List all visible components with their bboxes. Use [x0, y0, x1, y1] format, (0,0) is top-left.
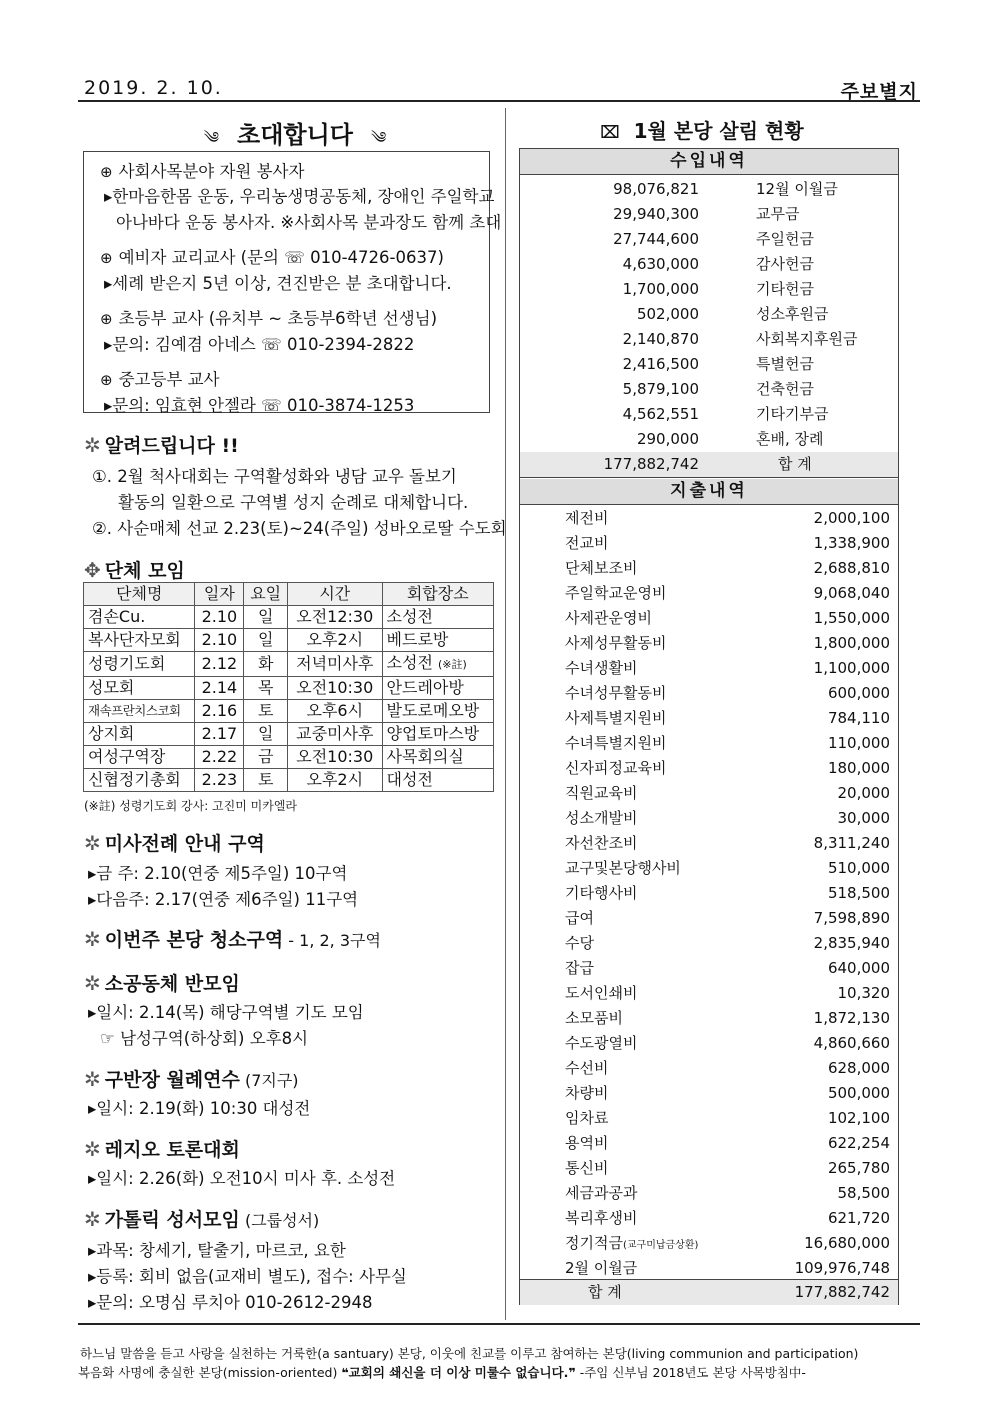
column-header: 일자 — [195, 583, 244, 606]
legio-title: ✲ 레지오 토론대회 — [84, 1137, 240, 1161]
expense-amount: 10,320 — [837, 984, 890, 1002]
expense-amount: 2,000,100 — [813, 509, 890, 527]
expense-label: 직원교육비 — [565, 784, 638, 802]
expense-row — [520, 831, 898, 856]
expense-row — [520, 1031, 898, 1056]
cross-icon: ⊕ — [100, 249, 113, 267]
column-header: 단체명 — [84, 583, 195, 606]
expense-amount: 9,068,040 — [813, 584, 890, 602]
expense-amount: 510,000 — [827, 859, 890, 877]
invite-box — [83, 151, 502, 415]
expense-row — [520, 681, 898, 706]
footer-motto-line1: 하느님 말씀을 듣고 사랑을 실천하는 거룩한(a santuary) 본당, 이웃에 친교를 이루고 참여하는 본당(living communion and participation) — [80, 1346, 859, 1361]
expense-label: 잡급 — [565, 959, 594, 977]
expense-label: 교구및본당행사비 — [565, 859, 681, 877]
income-amount: 502,000 — [636, 305, 699, 323]
income-row — [520, 377, 898, 402]
income-row — [520, 302, 898, 327]
expense-row — [520, 581, 898, 606]
expense-label: 수녀생활비 — [565, 659, 638, 677]
income-amount: 1,700,000 — [622, 280, 699, 298]
expense-label: 사제관운영비 — [565, 609, 652, 627]
income-label: 특별헌금 — [756, 355, 814, 373]
bible-line: ▸과목: 창세기, 탈출기, 마르코, 요한 — [88, 1241, 346, 1260]
invite-item-title: ⊕ 사회사목분야 자원 봉사자 — [100, 162, 305, 181]
income-total-row: 177,882,742 합 계 — [520, 452, 898, 478]
income-row — [520, 327, 898, 352]
income-label: 건축헌금 — [756, 380, 814, 398]
expense-row — [520, 881, 898, 906]
income-label: 감사헌금 — [756, 255, 814, 273]
column-header: 시간 — [288, 583, 383, 606]
invite-item-line: ▸한마음한몸 운동, 우리농생명공동체, 장애인 주일학교 — [104, 187, 495, 206]
footer-quote: ❝교회의 쇄신을 더 이상 미룰수 없습니다.❞ — [341, 1365, 576, 1380]
expense-row — [520, 1081, 898, 1106]
expense-label: 기타행사비 — [565, 884, 638, 902]
expense-amount: 1,100,000 — [813, 659, 890, 677]
finance-title: ⌧ 1월 본당 살림 현황 — [600, 119, 804, 143]
header-divider — [78, 100, 920, 102]
expense-amount: 1,872,130 — [813, 1009, 890, 1027]
groups-table — [83, 582, 494, 792]
expense-label: 수당 — [565, 934, 594, 952]
expense-label: 급여 — [565, 909, 594, 927]
income-label: 주일헌금 — [756, 230, 814, 248]
income-label: 혼배, 장례 — [756, 430, 824, 448]
expense-row — [520, 706, 898, 731]
expense-note: (교구미납금상환) — [622, 1240, 699, 1251]
income-row — [520, 227, 898, 252]
expense-row — [520, 756, 898, 781]
expense-label: 신자피정교육비 — [565, 759, 667, 777]
invite-item-line: 아나바다 운동 봉사자. ※사회사목 분과장도 함께 초대 — [116, 213, 502, 232]
expense-label: 임차료 — [565, 1109, 609, 1127]
expense-row — [520, 1131, 898, 1156]
table-row: 상지회 2.17 일 교중미사후 양업토마스방 — [84, 723, 494, 746]
expense-row — [520, 856, 898, 881]
ornament-right-icon: ༄ — [370, 128, 387, 147]
expense-amount: 30,000 — [837, 809, 890, 827]
expense-label: 성소개발비 — [565, 809, 638, 827]
table-row: 복사단자모회 2.10 일 오후2시 베드로방 — [84, 629, 494, 652]
expense-label: 차량비 — [565, 1084, 609, 1102]
expense-row — [520, 931, 898, 956]
expense-amount: 2,835,940 — [813, 934, 890, 952]
expense-row — [520, 1256, 898, 1281]
expense-amount: 58,500 — [837, 1184, 890, 1202]
expense-amount: 500,000 — [827, 1084, 890, 1102]
expense-label: 수선비 — [565, 1059, 609, 1077]
footer-divider — [78, 1323, 920, 1325]
income-amount: 4,562,551 — [622, 405, 699, 423]
expense-label: 사제특별지원비 — [565, 709, 667, 727]
invite-item-title: ⊕ 초등부 교사 (유치부 ~ 초등부6학년 선생님) — [100, 309, 438, 328]
invite-title-text: 초대합니다 — [237, 121, 353, 149]
income-row — [520, 177, 898, 202]
column-divider — [505, 108, 506, 1320]
ornament-left-icon: ༄ — [203, 128, 220, 147]
cross-icon: ⊕ — [100, 371, 113, 389]
leaders-title: ✲ 구반장 월례연수 (7지구) — [84, 1067, 299, 1091]
expense-row — [520, 956, 898, 981]
bulletin-date: 2019. 2. 10. — [84, 77, 223, 99]
table-row: 신협정기총회 2.23 토 오후2시 대성전 — [84, 769, 494, 792]
expense-amount: 102,100 — [827, 1109, 890, 1127]
footnote-marker: (※註) — [438, 658, 467, 671]
expense-amount: 265,780 — [827, 1159, 890, 1177]
income-label: 사회복지후원금 — [756, 330, 858, 348]
expense-label: 정기적금(교구미납금상환) — [565, 1234, 699, 1252]
invite-item-line: ▸문의: 임효현 안젤라 ☏ 010-3874-1253 — [104, 396, 415, 415]
bible-line: ▸등록: 회비 없음(교재비 별도), 접수: 사무실 — [88, 1267, 407, 1286]
expense-row — [520, 1181, 898, 1206]
mass-line: ▸금 주: 2.10(연중 제5주일) 10구역 — [88, 864, 348, 883]
income-amount: 290,000 — [636, 430, 699, 448]
expense-label: 세금과공과 — [565, 1184, 638, 1202]
invite-item-title: ⊕ 중고등부 교사 — [100, 370, 220, 389]
expense-amount: 109,976,748 — [794, 1259, 890, 1277]
invite-item-line: ▸문의: 김예겸 아네스 ☏ 010-2394-2822 — [104, 335, 415, 354]
small-group-line: ▸일시: 2.14(목) 해당구역별 기도 모임 — [88, 1003, 364, 1022]
notice-title: ✲ 알려드립니다 !! — [84, 433, 239, 457]
expense-row — [520, 556, 898, 581]
expense-row — [520, 531, 898, 556]
expense-amount: 600,000 — [827, 684, 890, 702]
expense-amount: 4,860,660 — [813, 1034, 890, 1052]
income-amount: 98,076,821 — [613, 180, 699, 198]
groups-footnote: (※註) 성령기도회 강사: 고진미 미카엘라 — [84, 799, 298, 813]
asterism-icon: ✲ — [84, 433, 101, 457]
leaders-line: ▸일시: 2.19(화) 10:30 대성전 — [88, 1099, 311, 1118]
footer-motto-line2: 복음화 사명에 충실한 본당(mission-oriented) ❝교회의 쇄신을 더 이상 미룰수 없습니다.❞ -주임 신부님 2018년도 본당 사목방침中- — [78, 1365, 806, 1380]
income-row — [520, 202, 898, 227]
clover-icon: ⌧ — [600, 123, 620, 143]
expense-label: 주일학교운영비 — [565, 584, 667, 602]
expense-row — [520, 1056, 898, 1081]
expense-label: 수도광열비 — [565, 1034, 638, 1052]
bible-line: ▸문의: 오명심 루치아 010-2612-2948 — [88, 1293, 373, 1312]
column-header: 요일 — [244, 583, 288, 606]
mass-title: ✲ 미사전례 안내 구역 — [84, 831, 265, 855]
expense-row — [520, 906, 898, 931]
expense-row — [520, 631, 898, 656]
expense-row — [520, 1006, 898, 1031]
table-row: 겸손Cu. 2.10 일 오전12:30 소성전 — [84, 606, 494, 629]
income-amount: 2,416,500 — [622, 355, 699, 373]
income-label: 성소후원금 — [756, 305, 829, 323]
asterism-icon: ✲ — [84, 927, 101, 951]
expense-row — [520, 981, 898, 1006]
mass-line: ▸다음주: 2.17(연중 제6주일) 11구역 — [88, 890, 359, 909]
groups-title: ✥ 단체 모임 — [84, 558, 185, 582]
expense-label: 사제성무활동비 — [565, 634, 667, 652]
expense-label: 복리후생비 — [565, 1209, 638, 1227]
expense-label: 수녀성무활동비 — [565, 684, 667, 702]
invite-item-title: ⊕ 예비자 교리교사 (문의 ☏ 010-4726-0637) — [100, 248, 444, 267]
expense-label: 전교비 — [565, 534, 609, 552]
expense-label: 자선찬조비 — [565, 834, 638, 852]
legio-line: ▸일시: 2.26(화) 오전10시 미사 후. 소성전 — [88, 1169, 396, 1188]
expense-row — [520, 806, 898, 831]
asterism-icon: ✲ — [84, 1067, 101, 1091]
expense-row — [520, 1206, 898, 1231]
expense-label: 단체보조비 — [565, 559, 638, 577]
income-label: 교무금 — [756, 205, 800, 223]
expense-label: 용역비 — [565, 1134, 609, 1152]
expense-amount: 1,550,000 — [813, 609, 890, 627]
income-amount: 27,744,600 — [613, 230, 699, 248]
expense-amount: 8,311,240 — [813, 834, 890, 852]
expense-amount: 16,680,000 — [804, 1234, 890, 1252]
income-row — [520, 252, 898, 277]
expense-row — [520, 1156, 898, 1181]
expense-row — [520, 781, 898, 806]
income-row — [520, 427, 898, 452]
expense-label: 도서인쇄비 — [565, 984, 638, 1002]
expense-amount: 2,688,810 — [813, 559, 890, 577]
expense-row — [520, 606, 898, 631]
bulletin-label: 주보별지 — [840, 81, 918, 103]
table-row: 재속프란치스코회 2.16 토 오후6시 발도로메오방 — [84, 700, 494, 723]
table-row: 성령기도회 2.12 화 저녁미사후 소성전 (※註) — [84, 652, 494, 677]
income-amount: 4,630,000 — [622, 255, 699, 273]
invite-item-line: ▸세례 받은지 5년 이상, 견진받은 분 초대합니다. — [104, 274, 452, 293]
expense-label: 통신비 — [565, 1159, 609, 1177]
expense-total-row: 합 계 177,882,742 — [520, 1279, 898, 1305]
expense-label: 제전비 — [565, 509, 609, 527]
expense-header: 지출내역 — [520, 479, 898, 505]
cross-icon: ⊕ — [100, 163, 113, 181]
income-row — [520, 402, 898, 427]
bible-title: ✲ 가톨릭 성서모임 (그룹성서) — [84, 1207, 320, 1231]
expense-label: 수녀특별지원비 — [565, 734, 667, 752]
expense-amount: 784,110 — [827, 709, 890, 727]
expense-amount: 7,598,890 — [813, 909, 890, 927]
expense-amount: 518,500 — [827, 884, 890, 902]
income-amount: 29,940,300 — [613, 205, 699, 223]
expense-amount: 1,800,000 — [813, 634, 890, 652]
expense-amount: 1,338,900 — [813, 534, 890, 552]
income-row — [520, 352, 898, 377]
cleaning-title: ✲ 이번주 본당 청소구역 - 1, 2, 3구역 — [84, 927, 381, 951]
small-group-line: ☞ 남성구역(하상회) 오후8시 — [100, 1029, 309, 1048]
income-label: 12월 이월금 — [756, 180, 838, 198]
asterism-icon: ✲ — [84, 1207, 101, 1231]
expense-amount: 110,000 — [827, 734, 890, 752]
notice-line: 활동의 일환으로 구역별 성지 순례로 대체합니다. — [118, 493, 469, 512]
small-group-title: ✲ 소공동체 반모임 — [84, 971, 240, 995]
income-label: 기타기부금 — [756, 405, 829, 423]
expense-row — [520, 656, 898, 681]
expense-amount: 622,254 — [827, 1134, 890, 1152]
table-header-row — [84, 583, 494, 606]
expense-amount: 628,000 — [827, 1059, 890, 1077]
notice-line: ①. 2월 척사대회는 구역활성화와 냉담 교우 돌보기 — [92, 467, 457, 486]
asterism-icon: ✲ — [84, 971, 101, 995]
expense-amount: 640,000 — [827, 959, 890, 977]
expense-amount: 20,000 — [837, 784, 890, 802]
cross-icon: ⊕ — [100, 310, 113, 328]
income-row — [520, 277, 898, 302]
asterism-icon: ✲ — [84, 831, 101, 855]
expense-label: 2월 이월금 — [565, 1259, 638, 1277]
income-amount: 5,879,100 — [622, 380, 699, 398]
expense-label: 소모품비 — [565, 1009, 623, 1027]
asterism-icon: ✲ — [84, 1137, 101, 1161]
compass-icon: ✥ — [84, 558, 101, 582]
notice-line: ②. 사순매체 선교 2.23(토)~24(주일) 성바오로딸 수도회 — [92, 519, 507, 538]
expense-row — [520, 1106, 898, 1131]
expense-row — [520, 1231, 898, 1256]
table-row: 성모회 2.14 목 오전10:30 안드레아방 — [84, 677, 494, 700]
expense-amount: 621,720 — [827, 1209, 890, 1227]
expense-row — [520, 731, 898, 756]
expense-amount: 180,000 — [827, 759, 890, 777]
finance-box — [519, 148, 899, 1305]
income-amount: 2,140,870 — [622, 330, 699, 348]
expense-row — [520, 506, 898, 531]
income-label: 기타헌금 — [756, 280, 814, 298]
table-row: 여성구역장 2.22 금 오전10:30 사목회의실 — [84, 746, 494, 769]
column-header: 회합장소 — [382, 583, 493, 606]
income-header: 수입내역 — [520, 149, 898, 175]
